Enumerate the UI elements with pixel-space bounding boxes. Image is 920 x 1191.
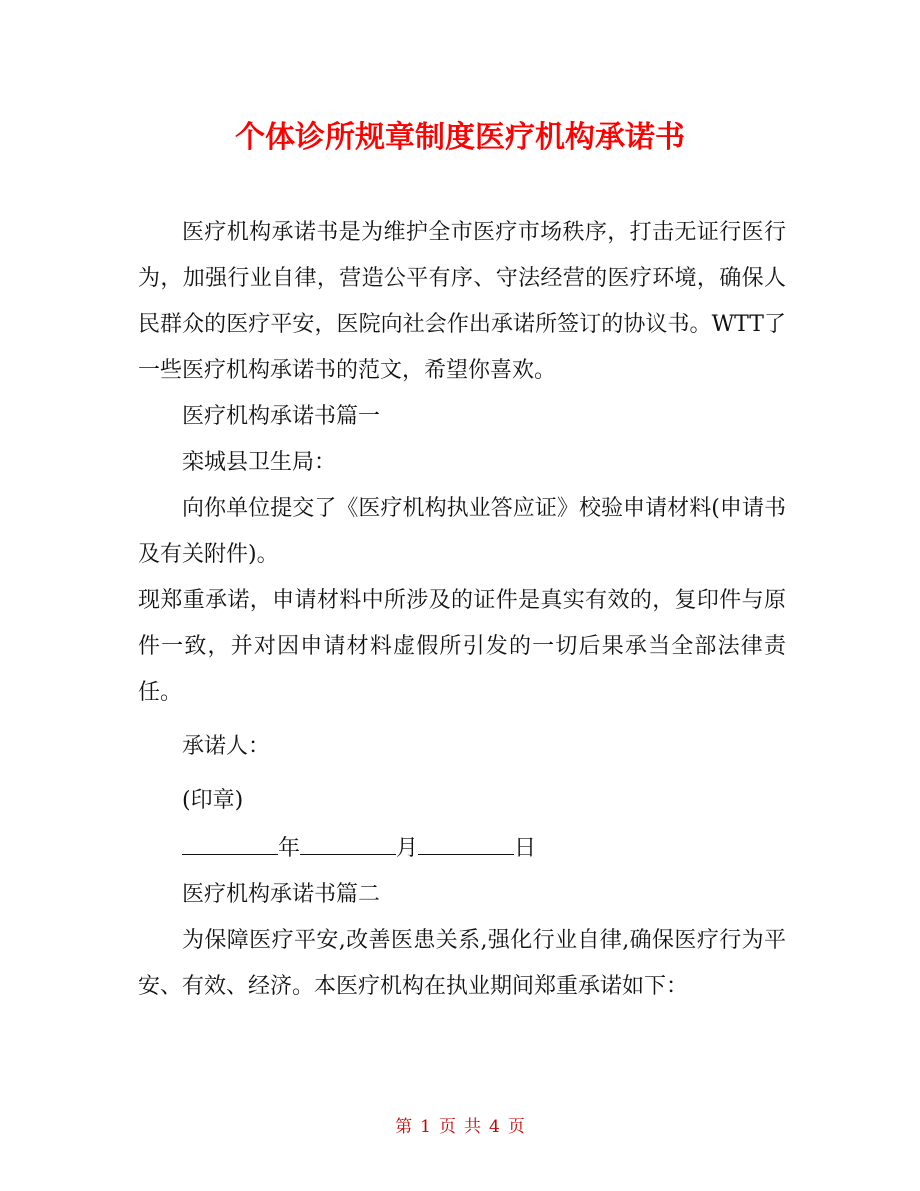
recipient-line: 栾城县卫生局：	[182, 450, 337, 475]
year-blank	[182, 824, 278, 855]
date-line	[138, 824, 786, 872]
pledge-paragraph: 现郑重承诺，申请材料中所涉及的证件是真实有效的，复印件与原件一致，并对因申请材料虚假所引发的一切后果承当全部法律责任。	[138, 588, 786, 705]
month-blank	[300, 824, 396, 855]
day-label: 日	[514, 836, 537, 861]
document-title: 个体诊所规章制度医疗机构承诺书	[235, 120, 685, 155]
footer-total-prefix: 共	[464, 1117, 481, 1137]
section-heading-2: 医疗机构承诺书篇二	[182, 882, 381, 907]
intro-paragraph: 医疗机构承诺书是为维护全市医疗市场秩序，打击无证行医行为，加强行业自律，营造公平有序、守法经营的医疗环境，确保人民群众的医疗平安，医院向社会作出承诺所签订的协议书。WTT了一些医疗机构承诺书的范文，希望你喜欢。	[138, 220, 786, 383]
year-label: 年	[278, 836, 301, 861]
page-footer	[0, 1112, 920, 1137]
footer-prefix: 第	[395, 1117, 413, 1137]
day-blank	[418, 824, 514, 855]
footer-page-total: 4	[489, 1117, 500, 1137]
seal-line: (印章)	[182, 788, 244, 813]
footer-page-word: 页	[439, 1117, 456, 1137]
month-label: 月	[396, 836, 419, 861]
promisor-line: 承诺人：	[182, 734, 271, 759]
guarantee-paragraph: 为保障医疗平安,改善医患关系,强化行业自律,确保医疗行为平安、有效、经济。本医疗机构在执业期间郑重承诺如下：	[138, 928, 786, 999]
footer-suffix: 页	[507, 1117, 525, 1137]
submission-paragraph: 向你单位提交了《医疗机构执业答应证》校验申请材料(申请书及有关附件)。	[138, 496, 786, 567]
footer-page-current: 1	[420, 1117, 431, 1137]
section-heading-1: 医疗机构承诺书篇一	[182, 404, 381, 429]
document-body	[138, 210, 786, 1010]
